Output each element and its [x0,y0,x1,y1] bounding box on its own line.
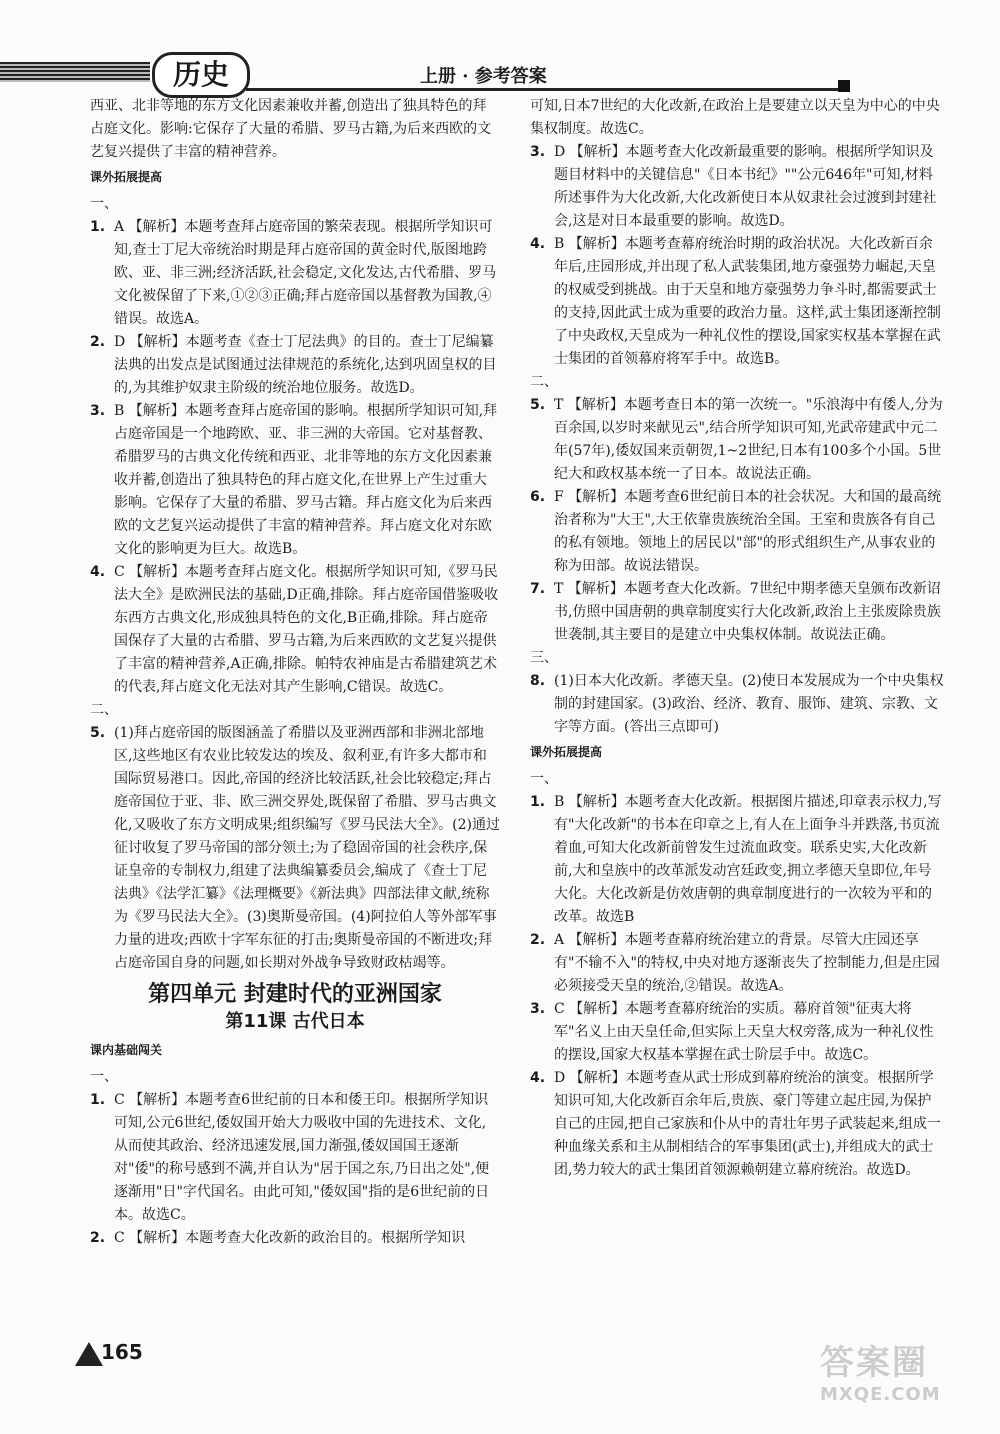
answer-item [530,233,945,371]
answer-number: 2. [530,932,546,948]
answer-item [530,998,945,1067]
left-column [90,95,500,1250]
answer-text: C 【解析】本题考查幕府统治的实质。幕府首领"征夷大将军"名义上由天皇任命,但实际上天皇大权旁落,成为一种礼仪性的摆设,国家大权基本掌握在武士阶层手中。故选C。 [554,1001,934,1063]
answer-text: C 【解析】本题考查拜占庭文化。根据所学知识可知,《罗马民法大全》是欧洲民法的基础,D正确,排除。拜占庭帝国借鉴吸收东西方古典文化,形成独具特色的文化,B正确,排除。拜占庭帝国保存了大量的古希腊、罗马古籍,为后来西欧的文艺复兴提供了丰富的精神营养,A正确,排除。帕特农神庙是古希腊建筑艺术的代表,拜占庭文化无法对其产生影响,C错误。故选C。 [114,564,499,695]
answer-item [530,791,945,929]
answer-item [530,578,945,647]
answer-text: D 【解析】本题考查《查士丁尼法典》的目的。查士丁尼编纂法典的出发点是试图通过法律规范的系统化,达到巩固皇权的目的,为其维护奴隶主阶级的统治地位服务。故选D。 [114,334,497,396]
answer-item [90,561,500,699]
section-heading: 课外拓展提高 [90,170,163,184]
answer-item [90,722,500,975]
answer-item [90,216,500,331]
answer-number: 4. [530,1070,546,1086]
answer-text: F 【解析】本题考查6世纪前日本的社会状况。大和国的最高统治者称为"大王",大王依靠贵族统治全国。王室和贵族各有自己的私有领地。领地上的居民以"部"的形式组织生产,从事农业的称为田部。故说法错误。 [554,489,942,574]
answer-text: C 【解析】本题考查6世纪前的日本和倭王印。根据所学知识可知,公元6世纪,倭奴国开始大力吸收中国的先进技术、文化,从而使其政治、经济迅速发展,国力渐强,倭奴国国王逐渐对"倭"的称号感到不满,并自认为"居于国之东,乃日出之处",便逐渐用"日"字代国名。由此可知,"倭奴国"指的是6世纪前的日本。故选C。 [114,1092,490,1223]
part-marker: 二、 [530,374,558,390]
answer-text: B 【解析】本题考查拜占庭帝国的影响。根据所学知识可知,拜占庭帝国是一个地跨欧、亚、非三洲的大帝国。它对基督教、希腊罗马的古典文化传统和西亚、北非等地的东方文化因素兼收并蓄,创造出了独具特色的拜占庭文化,在世界上产生过重大影响。它保存了大量的希腊、罗马古籍。拜占庭文化为后来西欧的文艺复兴运动提供了丰富的精神营养。拜占庭文化对东欧文化的影响更为巨大。故选B。 [114,403,498,557]
answer-number: 4. [530,236,546,252]
right-intro: 可知,日本7世纪的大化改新,在政治上是要建立以天皇为中心的中央集权制度。故选C。 [530,98,940,137]
section-heading: 课内基础闯关 [90,1043,163,1057]
answer-item [90,1089,500,1227]
answer-number: 5. [90,725,106,741]
answer-number: 2. [90,334,106,350]
answer-number: 3. [530,1001,546,1017]
answer-text: A 【解析】本题考查拜占庭帝国的繁荣表现。根据所学知识可知,查士丁尼大帝统治时期是拜占庭帝国的黄金时代,版图地跨欧、亚、非三洲;经济活跃,社会稳定,文化发达,古代希腊、罗马文化被保留了下来,①②③正确;拜占庭帝国以基督教为国教,④错误。故选A。 [114,219,497,327]
answer-text: T 【解析】本题考查日本的第一次统一。"乐浪海中有倭人,分为百余国,以岁时来献见云",结合所学知识可知,光武帝建武中元二年(57年),倭奴国来贡朝贺,1~2世纪,日本有100多个小国。5世纪大和政权基本统一了日本。故说法正确。 [554,397,943,482]
answer-item [90,400,500,561]
header-rule [246,88,838,91]
header-title: 上册 · 参考答案 [420,66,547,87]
answer-item [90,331,500,400]
answer-text: (1)拜占庭帝国的版图涵盖了希腊以及亚洲西部和非洲北部地区,这些地区有农业比较发达的埃及、叙利亚,有许多大都市和国际贸易港口。因此,帝国的经济比较活跃,社会比较稳定;拜占庭帝国位于亚、非、欧三洲交界处,既保留了希腊、罗马古典文化,又吸收了东方文明成果;组织编写《罗马民法大全》。(2)通过征讨收复了罗马帝国的部分领土;为了稳固帝国的社会秩序,保证皇帝的专制权力,组建了法典编纂委员会,编成了《查士丁尼法典》《法学汇纂》《法理概要》《新法典》四部法律文献,统称为《罗马民法大全》。(3)奥斯曼帝国。(4)阿拉伯人等外部军事力量的进攻;西欧十字军东征的打击;奥斯曼帝国的不断进攻;拜占庭帝国自身的问题,如长期对外战争导致财政枯竭等。 [114,725,500,971]
answer-number: 7. [530,581,546,597]
answer-number: 8. [530,673,546,689]
answer-number: 1. [530,794,546,810]
left-intro: 西亚、北非等地的东方文化因素兼收并蓄,创造出了独具特色的拜占庭文化。影响:它保存了大量的希腊、罗马古籍,为后来西欧的文艺复兴提供了丰富的精神营养。 [90,98,492,160]
answer-text: A 【解析】本题考查幕府统治建立的背景。尽管大庄园还享有"不输不入"的特权,中央对地方逐渐丧失了控制能力,但是庄园必须接受天皇的统治,②错误。故选A。 [554,932,940,994]
answer-item [530,670,945,739]
watermark-logo [820,1335,970,1405]
section-heading: 课外拓展提高 [530,745,603,759]
answer-text: B 【解析】本题考查幕府统治时期的政治状况。大化改新百余年后,庄园形成,并出现了私人武装集团,地方豪强势力崛起,天皇的权威受到挑战。由于天皇和地方豪强势力争斗时,都需要武士的支持,因此武士成为重要的政治力量。这样,武士集团逐渐控制了中央政权,天皇成为一种礼仪性的摆设,国家实权基本掌握在武士集团的首领幕府将军手中。故选B。 [554,236,941,367]
answer-text: D 【解析】本题考查大化改新最重要的影响。根据所学知识及题目材料中的关键信息"《日本书纪》""公元646年"可知,材料所述事件为大化改新,大化改新使日本从奴隶社会过渡到封建社会,这是对日本最重要的影响。故选D。 [554,144,937,229]
answer-number: 5. [530,397,546,413]
part-marker: 一、 [530,771,558,787]
unit-title: 第四单元 封建时代的亚洲国家 [148,982,442,1007]
page-number-text: 165 [101,1340,143,1364]
answer-text: T 【解析】本题考查大化改新。7世纪中期孝德天皇颁布改新诏书,仿照中国唐朝的典章制度实行大化改新,政治上主张废除贵族世袭制,其主要目的是建立中央集权体制。故说法正确。 [554,581,941,643]
triangle-icon [75,1342,103,1366]
answer-item [530,1067,945,1182]
answer-item [530,141,945,233]
part-marker: 三、 [530,650,558,666]
answer-item [530,929,945,998]
watermark-bottom: MXQE.COM [820,1384,941,1405]
page-header [0,40,1000,100]
answer-number: 3. [530,144,546,160]
part-marker: 一、 [90,1069,118,1085]
part-marker: 一、 [90,196,118,212]
answer-list [90,216,500,699]
answer-item [90,1227,500,1250]
answer-number: 4. [90,564,106,580]
part-marker: 二、 [90,702,118,718]
answer-text: B 【解析】本题考查大化改新。根据图片描述,印章表示权力,写有"大化改新"的书本在印章之上,有人在上面争斗并跌落,书页流着血,可知大化改新前曾发生过流血政变。联系史实,大化改新前,大和皇族中的改革派发动宫廷政变,拥立孝德天皇即位,年号大化。大化改新是仿效唐朝的典章制度进行的一次较为平和的改革。故选B [554,794,942,925]
answer-number: 3. [90,403,106,419]
answer-item [530,394,945,486]
answer-number: 1. [90,219,106,235]
right-column [530,95,945,1182]
subject-logo: 历史 [152,52,250,98]
answer-text: C 【解析】本题考查大化改新的政治目的。根据所学知识 [114,1230,466,1246]
answer-number: 2. [90,1230,106,1246]
answer-number: 6. [530,489,546,505]
answer-text: D 【解析】本题考查从武士形成到幕府统治的演变。根据所学知识可知,大化改新百余年后,贵族、豪门等建立起庄园,为保护自己的庄园,把自己家族和仆从中的青壮年男子武装起来,组成一种血缘关系和主从制相结合的军事集团(武士),并组成大的武士团,势力较大的武士集团首领源赖朝建立幕府统治。故选D。 [554,1070,941,1178]
answer-text: (1)日本大化改新。孝德天皇。(2)使日本发展成为一个中央集权制的封建国家。(3)政治、经济、教育、服饰、建筑、宗教、文字等方面。(答出三点即可) [554,673,944,735]
answer-item [530,486,945,578]
header-end-block [838,80,850,92]
lesson-title: 第11课 古代日本 [225,1011,365,1032]
header-decoration [0,62,150,82]
answer-number: 1. [90,1092,106,1108]
watermark-top: 答案圈 [820,1343,928,1383]
